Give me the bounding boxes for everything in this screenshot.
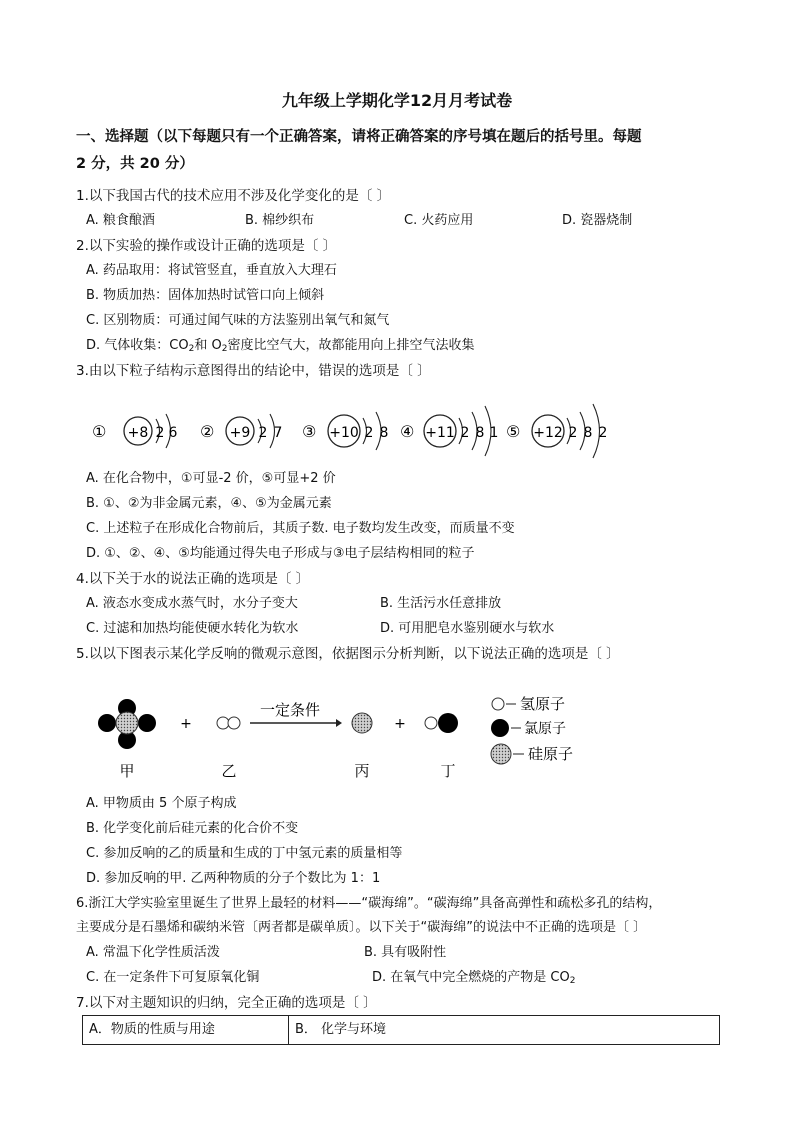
name-bing: 丙 [354, 762, 370, 780]
question-2-stem: 2.以下实验的操作或设计正确的选项是〔 〕 [76, 238, 337, 254]
particle-5-electrons-1: 2 [568, 425, 578, 441]
question-5-stem: 5.以以下图表示某化学反响的微观示意图，依据图示分析判断，以下说法正确的选项是〔 〕 [76, 646, 620, 662]
particle-2 [200, 414, 282, 448]
particle-2-electrons-2: 7 [273, 425, 283, 441]
q5-option-a: A. 甲物质由 5 个原子构成 [86, 796, 237, 811]
particle-1 [92, 414, 178, 448]
section-heading [76, 124, 726, 178]
question-6-stem-line1: 6.浙江大学实验室里诞生了世界上最轻的材料——“碳海绵”。“碳海绵”具备高弹性和疏松多孔的结构， [76, 896, 662, 911]
q2-option-a: A. 药品取用：将试管竖直，垂直放入大理石 [86, 263, 337, 278]
reaction-arrow [250, 701, 342, 727]
molecule-ding [425, 713, 458, 733]
particle-1-electrons-1: 2 [155, 425, 165, 441]
q2-option-d-part3: 密度比空气大，故都能用向上排空气法收集 [227, 338, 475, 353]
q6-option-c: C. 在一定条件下可复原氧化铜 [86, 970, 260, 985]
particle-2-label: ② [200, 422, 215, 441]
section-heading-line1: 一、选择题（以下每题只有一个正确答案，请将正确答案的序号填在题后的括号里。每题 [76, 129, 642, 145]
q2-option-b: B. 物质加热：固体加热时试管口向上倾斜 [86, 288, 325, 303]
name-jia: 甲 [119, 762, 135, 780]
q6-option-a: A. 常温下化学性质活泼 [86, 945, 220, 960]
molecule-yi [217, 717, 240, 729]
yi-h-2 [228, 717, 240, 729]
q2-option-d-part2: 和 O [194, 338, 222, 353]
particle-5-electrons-2: 8 [583, 425, 593, 441]
particle-2-electrons-1: 2 [258, 425, 268, 441]
ding-h [425, 717, 437, 729]
q4-option-b: B. 生活污水任意排放 [380, 596, 502, 611]
particle-4-electrons-1: 2 [460, 425, 470, 441]
legend-silicon: 硅原子 [528, 745, 574, 763]
q2-option-c: C. 区别物质：可通过闻气味的方法鉴别出氧气和氮气 [86, 313, 390, 328]
molecule-jia [98, 699, 156, 749]
name-yi: 乙 [221, 762, 237, 780]
molecule-bing [352, 713, 372, 733]
particle-3 [302, 412, 388, 450]
q1-option-a: A. 粮食酿酒 [86, 213, 155, 228]
q2-option-d-part1: D. 气体收集：CO [86, 338, 189, 353]
q3-option-b: B. ①、②为非金属元素，④、⑤为金属元素 [86, 496, 332, 511]
plus-sign-2: + [394, 716, 406, 732]
particle-5 [506, 404, 607, 458]
q4-option-d: D. 可用肥皂水鉴别硬水与软水 [380, 621, 555, 636]
yi-h-1 [217, 717, 229, 729]
particle-4-electrons-3: 1 [489, 425, 499, 441]
particle-1-label: ① [92, 422, 107, 441]
question-4-stem: 4.以下关于水的说法正确的选项是〔 〕 [76, 571, 310, 587]
particle-3-electrons-1: 2 [364, 425, 374, 441]
question-6-stem-line2: 主要成分是石墨烯和碳纳米管〔两者都是碳单质〕。以下关于“碳海绵”的说法中不正确的选项是〔 〕 [76, 920, 647, 935]
q2-option-d-sub1: 2 [188, 344, 195, 354]
particle-5-electrons-3: 2 [598, 425, 608, 441]
legend-hydrogen: 氢原子 [520, 695, 566, 713]
reaction-condition: 一定条件 [259, 701, 321, 719]
q4-option-a: A. 液态水变成水蒸气时，水分子变大 [86, 596, 298, 611]
q1-option-c: C. 火药应用 [404, 213, 474, 228]
page-title: 九年级上学期化学12月月考试卷 [281, 91, 513, 110]
q7-table-cell-a: A．物质的性质与用途 [83, 1016, 289, 1044]
particle-3-label: ③ [302, 422, 317, 441]
q3-option-d: D. ①、②、④、⑤均能通过得失电子形成与③电子层结构相同的粒子 [86, 546, 475, 561]
q6-option-d [372, 968, 575, 991]
jia-cl-left [98, 714, 116, 732]
legend-silicon-symbol [491, 744, 511, 764]
particle-3-nucleus: +10 [329, 425, 359, 441]
q5-option-d: D. 参加反响的甲. 乙两种物质的分子个数比为 1：1 [86, 871, 381, 886]
particle-4-nucleus: +11 [425, 425, 455, 441]
q7-table-cell-b: B． 化学与环境 [295, 1022, 387, 1037]
jia-cl-right [138, 714, 156, 732]
particle-4 [400, 406, 498, 456]
q6-option-d-text: D. 在氧气中完全燃烧的产物是 CO [372, 970, 570, 985]
question-1-stem: 1.以下我国古代的技术应用不涉及化学变化的是〔 〕 [76, 188, 391, 204]
q3-option-c: C. 上述粒子在形成化合物前后，其质子数. 电子数均发生改变，而质量不变 [86, 521, 515, 536]
q5-option-c: C. 参加反响的乙的质量和生成的丁中氢元素的质量相等 [86, 846, 403, 861]
atomic-structure-diagrams [88, 392, 628, 468]
legend-hydrogen-symbol [492, 698, 504, 710]
legend-chlorine: 氯原子 [524, 721, 566, 737]
particle-4-label: ④ [400, 422, 415, 441]
ding-cl [438, 713, 458, 733]
name-ding: 丁 [440, 762, 456, 780]
plus-sign-1: + [180, 716, 192, 732]
q5-option-b: B. 化学变化前后硅元素的化合价不变 [86, 821, 299, 836]
q7-table [82, 1015, 720, 1045]
jia-si-center [116, 712, 138, 734]
legend-chlorine-symbol [491, 719, 509, 737]
reaction-diagram [90, 684, 610, 784]
particle-2-nucleus: +9 [229, 425, 251, 441]
arrow-head [336, 719, 342, 727]
q6-option-b: B. 具有吸附性 [364, 945, 447, 960]
q2-option-d-sub2: 2 [221, 344, 228, 354]
particle-4-electrons-2: 8 [475, 425, 485, 441]
reaction-legend [491, 695, 573, 764]
q4-option-c: C. 过滤和加热均能使硬水转化为软水 [86, 621, 299, 636]
q2-option-d [86, 336, 474, 359]
particle-5-label: ⑤ [506, 422, 521, 441]
q1-option-b: B. 棉纱织布 [245, 213, 315, 228]
section-heading-line2: 2 分，共 20 分） [76, 156, 194, 172]
particle-1-nucleus: +8 [127, 425, 149, 441]
q1-option-d: D. 瓷器烧制 [562, 213, 633, 228]
question-7-stem: 7.以下对主题知识的归纳，完全正确的选项是〔 〕 [76, 995, 377, 1011]
question-3-stem: 3.由以下粒子结构示意图得出的结论中，错误的选项是〔 〕 [76, 363, 431, 379]
particle-5-nucleus: +12 [533, 425, 563, 441]
q3-option-a: A. 在化合物中，①可显-2 价，⑤可显+2 价 [86, 471, 336, 486]
particle-3-electrons-2: 8 [379, 425, 389, 441]
q6-option-d-sub: 2 [569, 976, 576, 986]
particle-1-electrons-2: 6 [168, 425, 178, 441]
